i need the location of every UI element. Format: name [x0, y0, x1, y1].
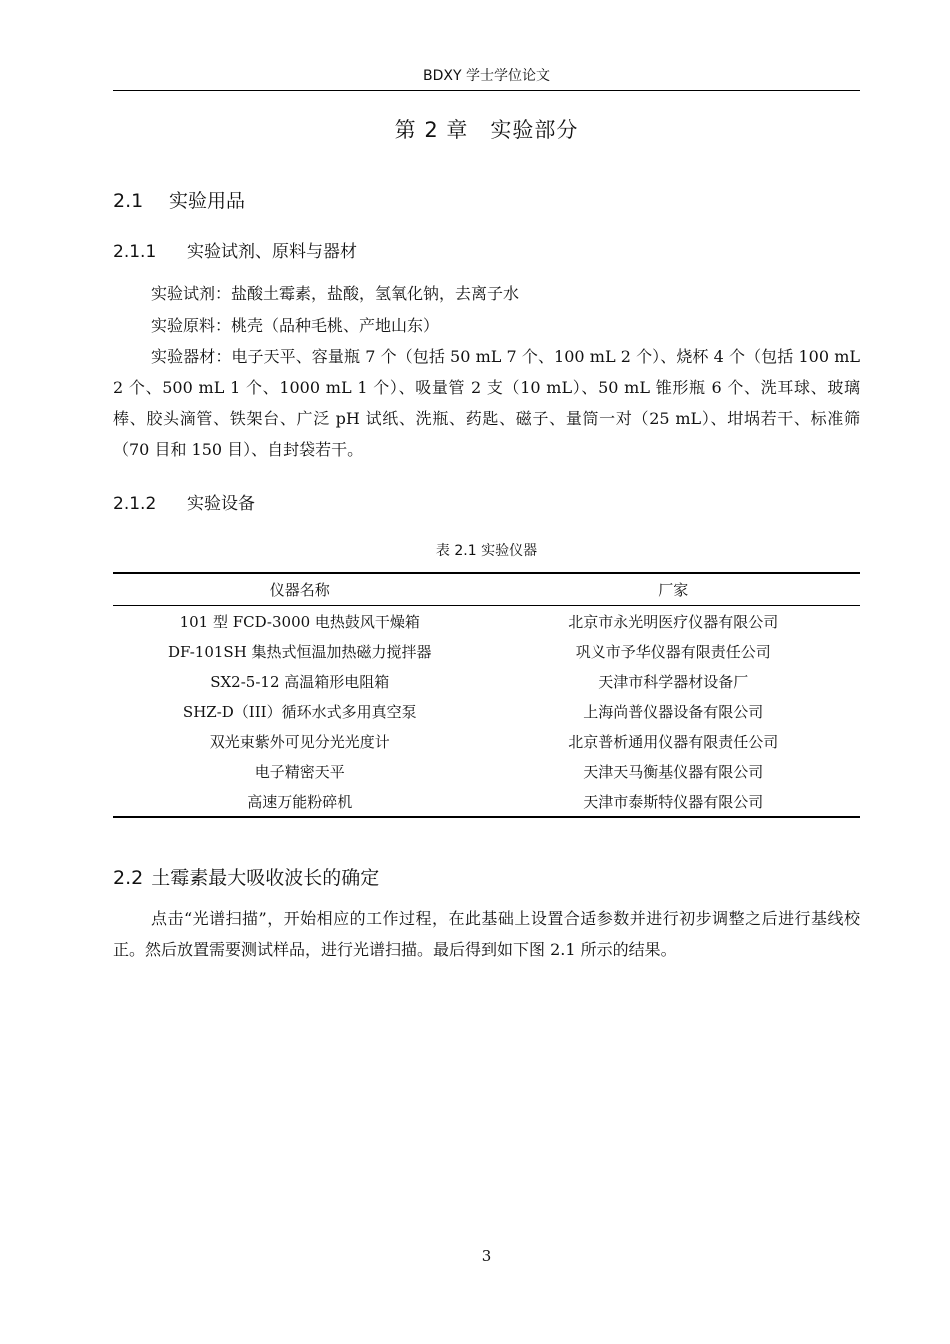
table-header-row — [113, 573, 860, 606]
column-header-manufacturer: 厂家 — [487, 573, 861, 606]
instrument-name: SHZ-D（III）循环水式多用真空泵 — [182, 702, 417, 721]
manufacturer: 北京普析通用仪器有限责任公司 — [568, 732, 779, 751]
table-caption: 表 2.1 实验仪器 — [435, 543, 538, 559]
section-heading-2-1-2 — [113, 491, 255, 517]
instrument-name: DF-101SH 集热式恒温加热磁力搅拌器 — [167, 642, 432, 661]
chapter-number: 第 2 章 — [394, 118, 469, 142]
section-number: 2.1.2 — [113, 494, 157, 514]
column-header-instrument: 仪器名称 — [113, 573, 487, 606]
manufacturer: 天津市科学器材设备厂 — [598, 672, 749, 691]
table-row — [113, 756, 860, 786]
section-title: 土霉素最大吸收波长的确定 — [151, 867, 380, 889]
table-row — [113, 666, 860, 696]
section-heading-2-1 — [113, 187, 245, 215]
section-heading-2-2 — [113, 864, 379, 892]
page-number: 3 — [481, 1247, 492, 1265]
paragraph-materials: 实验原料：桃壳（品种毛桃、产地山东） — [151, 316, 440, 335]
section-title: 实验试剂、原料与器材 — [187, 242, 357, 262]
chapter-name: 实验部分 — [490, 118, 579, 142]
section-number: 2.1.1 — [113, 242, 157, 262]
table-row — [113, 606, 860, 637]
manufacturer: 巩义市予华仪器有限责任公司 — [575, 642, 771, 661]
running-header: BDXY 学士学位论文 — [423, 68, 550, 84]
section-number: 2.1 — [113, 190, 144, 212]
table-row — [113, 726, 860, 756]
header-rule — [113, 90, 860, 91]
instrument-name: 电子精密天平 — [254, 762, 345, 781]
table-row — [113, 696, 860, 726]
instrument-name: 高速万能粉碎机 — [113, 786, 487, 817]
paragraph-wavelength: 点击“光谱扫描”，开始相应的工作过程，在此基础上设置合适参数并进行初步调整之后进行基线校正。然后放置需要测试样品，进行光谱扫描。最后得到如下图 2.1 所示的结果。 — [113, 909, 860, 959]
instruments-table — [113, 572, 860, 818]
section-title: 实验设备 — [187, 494, 255, 514]
table-row — [113, 636, 860, 666]
instrument-name: 101 型 FCD-3000 电热鼓风干燥箱 — [179, 612, 420, 631]
table-row — [113, 786, 860, 817]
manufacturer: 北京市永光明医疗仪器有限公司 — [568, 612, 779, 631]
section-number: 2.2 — [113, 867, 144, 889]
instrument-name: 双光束紫外可见分光光度计 — [209, 732, 390, 751]
section-heading-2-1-1 — [113, 239, 357, 265]
paragraph-reagents: 实验试剂：盐酸土霉素，盐酸，氢氧化钠，去离子水 — [151, 284, 520, 303]
manufacturer: 上海尚普仪器设备有限公司 — [583, 702, 764, 721]
instrument-name: SX2-5-12 高温箱形电阻箱 — [210, 672, 390, 691]
section-title: 实验用品 — [169, 190, 246, 212]
paragraph-equipment: 实验器材：电子天平、容量瓶 7 个（包括 50 mL 7 个、100 mL 2 个）、烧杯 4 个（包括 100 mL 2 个、500 mL 1 个、1000 mL 1 个）、吸量管 2 支（10 mL）、50 mL 锥形瓶 6 个、洗耳球、玻璃棒、胶头滴管、铁架台、广泛 pH 试纸、洗瓶、药匙、磁子、量筒一对（25 mL）、坩埚若干、标准筛（70 目和 150 目）、自封袋若干。 — [113, 347, 860, 459]
manufacturer: 天津天马衡基仪器有限公司 — [583, 762, 764, 781]
chapter-title — [113, 114, 860, 146]
manufacturer: 天津市泰斯特仪器有限公司 — [487, 786, 861, 817]
